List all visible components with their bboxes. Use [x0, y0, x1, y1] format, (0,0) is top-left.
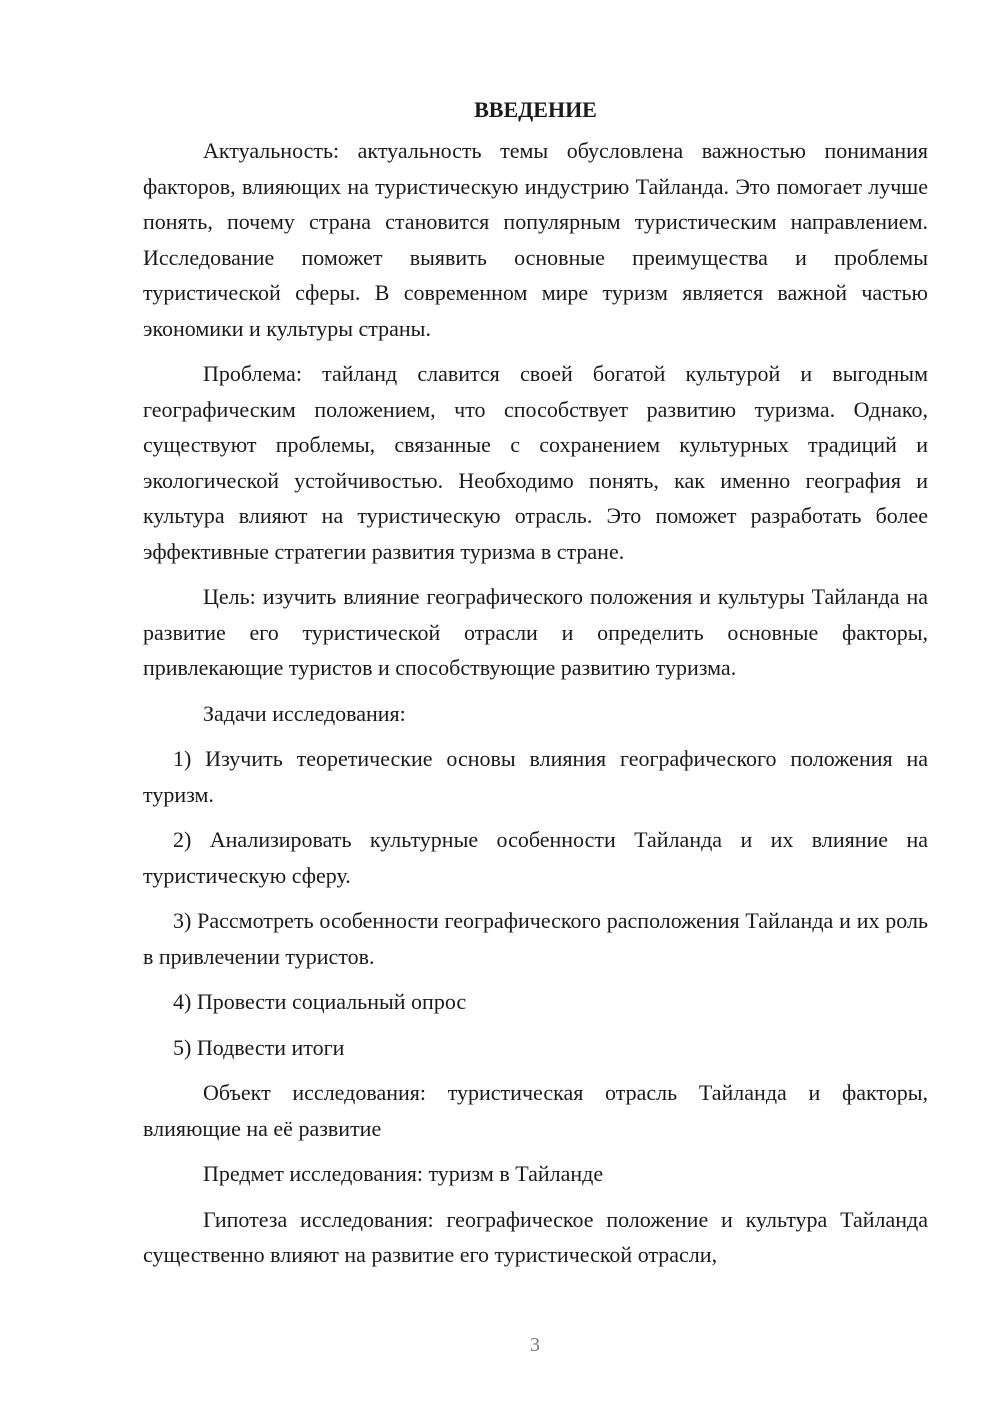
task-item-2: 2) Анализировать культурные особенности Тайланда и их влияние на туристическую сферу.: [143, 827, 928, 888]
object-paragraph: Объект исследования: туристическая отрасль Тайланда и факторы, влияющие на её развитие: [143, 1080, 928, 1141]
tasks-title: Задачи исследования:: [203, 700, 406, 726]
task-item-5: 5) Подвести итоги: [173, 1034, 345, 1060]
task-item-1: 1) Изучить теоретические основы влияния географического положения на туризм.: [143, 746, 928, 807]
hypothesis-paragraph: Гипотеза исследования: географическое положение и культура Тайланда существенно влияют на развитие его туристической отрасли,: [143, 1206, 928, 1267]
problem-paragraph: Проблема: тайланд славится своей богатой культурой и выгодным географическим положением, что способствует развитию туризма. Однако, существуют проблемы, связанные с сохранением культурных традиций и экологической устойчивостью. Необходимо понять, как именно география и культура влияют на туристическую отрасль. Это поможет разработать более эффективные стратегии развития туризма в стране.: [143, 361, 928, 564]
goal-paragraph: Цель: изучить влияние географического положения и культуры Тайланда на развитие его туристической отрасли и определить основные факторы, привлекающие туристов и способствующие развитию туризма.: [143, 584, 928, 680]
page-number: 3: [530, 1334, 540, 1356]
task-item-4: 4) Провести социальный опрос: [173, 989, 467, 1014]
relevance-paragraph: Актуальность: актуальность темы обусловлена важностью понимания факторов, влияющих на туристическую индустрию Тайланда. Это помогает лучше понять, почему страна становится популярным туристическим направлением. Исследование поможет выявить основные преимущества и проблемы туристической сферы. В современном мире туризм является важной частью экономики и культуры страны.: [143, 138, 928, 341]
task-item-3: 3) Рассмотреть особенности географического расположения Тайланда и их роль в привлечении туристов.: [143, 908, 928, 969]
section-heading: ВВЕДЕНИЕ: [474, 97, 597, 122]
document-page: [143, 92, 928, 1283]
subject-paragraph: Предмет исследования: туризм в Тайланде: [203, 1161, 604, 1186]
